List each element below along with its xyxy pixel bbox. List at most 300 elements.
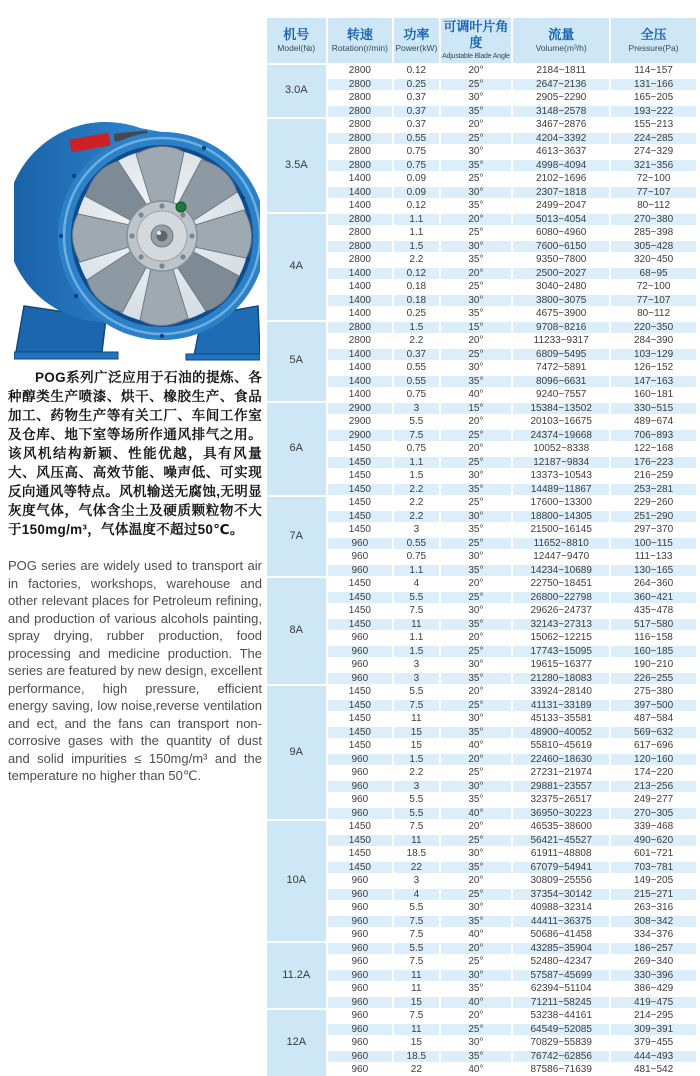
power-cell: 7.5 — [394, 916, 438, 928]
pressure-cell: 103~129 — [611, 349, 696, 361]
table-row — [267, 160, 696, 172]
power-cell: 18.5 — [394, 1051, 438, 1063]
table-row — [267, 794, 696, 806]
pressure-cell: 80~112 — [611, 308, 696, 320]
pressure-cell: 77~107 — [611, 187, 696, 199]
rotation-cell: 1450 — [328, 700, 393, 712]
power-cell: 1.5 — [394, 646, 438, 658]
rotation-cell: 2800 — [328, 133, 393, 145]
table-row — [267, 929, 696, 941]
power-cell: 3 — [394, 673, 438, 685]
rotation-cell: 960 — [328, 889, 393, 901]
header-blade-angle-cn: 可调叶片角度 — [443, 19, 509, 50]
rotation-cell: 1450 — [328, 511, 393, 523]
rotation-cell: 960 — [328, 1024, 393, 1036]
volume-cell: 70829~55839 — [513, 1037, 609, 1049]
header-rotation-cn: 转速 — [346, 27, 373, 42]
power-cell: 3 — [394, 403, 438, 415]
power-cell: 15 — [394, 997, 438, 1009]
pressure-cell: 216~259 — [611, 470, 696, 482]
volume-cell: 3148~2578 — [513, 106, 609, 118]
rotation-cell: 1400 — [328, 268, 393, 280]
angle-cell: 25° — [441, 281, 512, 293]
table-row — [267, 484, 696, 496]
angle-cell: 20° — [441, 686, 512, 698]
volume-cell: 7600~6150 — [513, 241, 609, 253]
power-cell: 1.1 — [394, 457, 438, 469]
volume-cell: 27231~21974 — [513, 767, 609, 779]
pressure-cell: 275~380 — [611, 686, 696, 698]
rotation-cell: 1450 — [328, 835, 393, 847]
table-row — [267, 524, 696, 536]
rotation-cell: 1400 — [328, 200, 393, 212]
power-cell: 2.2 — [394, 767, 438, 779]
header-blade-angle-en: Adjustable Blade Angle — [442, 53, 510, 60]
power-cell: 0.18 — [394, 281, 438, 293]
table-row — [267, 740, 696, 752]
power-cell: 7.5 — [394, 956, 438, 968]
table-row — [267, 848, 696, 860]
angle-cell: 35° — [441, 308, 512, 320]
power-cell: 3 — [394, 875, 438, 887]
angle-cell: 25° — [441, 430, 512, 442]
pressure-cell: 490~620 — [611, 835, 696, 847]
pressure-cell: 297~370 — [611, 524, 696, 536]
rotation-cell: 1400 — [328, 376, 393, 388]
table-row — [267, 295, 696, 307]
angle-cell: 35° — [441, 673, 512, 685]
angle-cell: 30° — [441, 470, 512, 482]
angle-cell: 35° — [441, 727, 512, 739]
pressure-cell: 270~305 — [611, 808, 696, 820]
rotation-cell: 2800 — [328, 322, 393, 334]
table-row — [267, 497, 696, 509]
pressure-cell: 77~107 — [611, 295, 696, 307]
pressure-cell: 487~584 — [611, 713, 696, 725]
fan-hub — [127, 201, 197, 271]
table-row — [267, 727, 696, 739]
table-row — [267, 106, 696, 118]
table-row — [267, 578, 696, 590]
volume-cell: 5013~4054 — [513, 214, 609, 226]
fan-left-foot-flange — [14, 352, 118, 359]
pressure-cell: 68~95 — [611, 268, 696, 280]
table-row — [267, 619, 696, 631]
volume-cell: 45133~35581 — [513, 713, 609, 725]
fan-grease-fitting — [176, 202, 186, 212]
table-row — [267, 1010, 696, 1022]
volume-cell: 6809~5495 — [513, 349, 609, 361]
pressure-cell: 397~500 — [611, 700, 696, 712]
pressure-cell: 706~893 — [611, 430, 696, 442]
rotation-cell: 960 — [328, 943, 393, 955]
power-cell: 0.25 — [394, 308, 438, 320]
pressure-cell: 320~450 — [611, 254, 696, 266]
pressure-cell: 360~421 — [611, 592, 696, 604]
table-row — [267, 146, 696, 158]
description-chinese: POG系列广泛应用于石油的提炼、各种醇类生产喷漆、烘干、橡胶生产、食品加工、药物生产等有关工厂、车间工作室及仓库、地下室等场所作通风排气之用。该风机结构新颖、性能优越，具有风量大、风压高、高效节能、噪声低、可实现反向通风等特点。风机输送无腐蚀,无明显灰度气体，气体含尘土及硬质颗粒物不大于150mg/m³，气体温度不超过50℃。 — [8, 370, 262, 537]
table-row — [267, 403, 696, 415]
power-cell: 15 — [394, 1037, 438, 1049]
table-row — [267, 781, 696, 793]
table-row — [267, 1051, 696, 1063]
rotation-cell: 960 — [328, 794, 393, 806]
pressure-cell: 264~360 — [611, 578, 696, 590]
volume-cell: 44411~36375 — [513, 916, 609, 928]
rotation-cell: 2800 — [328, 92, 393, 104]
table-row — [267, 686, 696, 698]
power-cell: 0.09 — [394, 173, 438, 185]
model-cell: 8A — [267, 578, 326, 684]
rotation-cell: 960 — [328, 997, 393, 1009]
table-row — [267, 1024, 696, 1036]
volume-cell: 43285~35904 — [513, 943, 609, 955]
volume-cell: 3467~2876 — [513, 119, 609, 131]
table-row — [267, 862, 696, 874]
volume-cell: 15062~12215 — [513, 632, 609, 644]
pressure-cell: 72~100 — [611, 281, 696, 293]
power-cell: 1.5 — [394, 241, 438, 253]
angle-cell: 30° — [441, 92, 512, 104]
pressure-cell: 220~350 — [611, 322, 696, 334]
angle-cell: 25° — [441, 700, 512, 712]
volume-cell: 50686~41458 — [513, 929, 609, 941]
volume-cell: 22750~18451 — [513, 578, 609, 590]
power-cell: 5.5 — [394, 943, 438, 955]
model-cell: 7A — [267, 497, 326, 576]
volume-cell: 12447~9470 — [513, 551, 609, 563]
rotation-cell: 2900 — [328, 416, 393, 428]
angle-cell: 40° — [441, 740, 512, 752]
power-cell: 7.5 — [394, 605, 438, 617]
power-cell: 4 — [394, 578, 438, 590]
header-power — [394, 18, 438, 63]
power-cell: 5.5 — [394, 592, 438, 604]
table-row — [267, 673, 696, 685]
rotation-cell: 1450 — [328, 443, 393, 455]
volume-cell: 21500~16145 — [513, 524, 609, 536]
axial-fan-image — [14, 110, 260, 362]
rotation-cell: 1400 — [328, 349, 393, 361]
table-row — [267, 646, 696, 658]
volume-cell: 18800~14305 — [513, 511, 609, 523]
rotation-cell: 960 — [328, 659, 393, 671]
table-row — [267, 943, 696, 955]
power-cell: 0.37 — [394, 106, 438, 118]
model-cell: 3.5A — [267, 119, 326, 212]
rotation-cell: 1400 — [328, 173, 393, 185]
rotation-cell: 960 — [328, 916, 393, 928]
header-pressure-cn: 全压 — [640, 27, 667, 42]
power-cell: 11 — [394, 1024, 438, 1036]
pressure-cell: 165~205 — [611, 92, 696, 104]
volume-cell: 33924~28140 — [513, 686, 609, 698]
table-row — [267, 79, 696, 91]
angle-cell: 25° — [441, 538, 512, 550]
volume-cell: 17600~13300 — [513, 497, 609, 509]
power-cell: 11 — [394, 713, 438, 725]
volume-cell: 32143~27313 — [513, 619, 609, 631]
angle-cell: 20° — [441, 65, 512, 77]
rotation-cell: 960 — [328, 970, 393, 982]
angle-cell: 35° — [441, 565, 512, 577]
rotation-cell: 960 — [328, 754, 393, 766]
pressure-cell: 126~152 — [611, 362, 696, 374]
table-row — [267, 362, 696, 374]
model-cell: 6A — [267, 403, 326, 496]
angle-cell: 25° — [441, 497, 512, 509]
table-row — [267, 416, 696, 428]
angle-cell: 20° — [441, 754, 512, 766]
rotation-cell: 960 — [328, 551, 393, 563]
power-cell: 0.55 — [394, 538, 438, 550]
power-cell: 7.5 — [394, 929, 438, 941]
angle-cell: 15° — [441, 403, 512, 415]
volume-cell: 37354~30142 — [513, 889, 609, 901]
pressure-cell: 130~165 — [611, 565, 696, 577]
rotation-cell: 2800 — [328, 65, 393, 77]
volume-cell: 19615~16377 — [513, 659, 609, 671]
power-cell: 1.5 — [394, 322, 438, 334]
volume-cell: 6080~4960 — [513, 227, 609, 239]
pressure-cell: 253~281 — [611, 484, 696, 496]
model-cell: 5A — [267, 322, 326, 401]
angle-cell: 35° — [441, 916, 512, 928]
volume-cell: 2499~2047 — [513, 200, 609, 212]
rotation-cell: 2800 — [328, 254, 393, 266]
power-cell: 0.75 — [394, 160, 438, 172]
angle-cell: 25° — [441, 79, 512, 91]
rotation-cell: 2800 — [328, 146, 393, 158]
volume-cell: 56421~45527 — [513, 835, 609, 847]
volume-cell: 7472~5891 — [513, 362, 609, 374]
table-row — [267, 430, 696, 442]
angle-cell: 25° — [441, 349, 512, 361]
angle-cell: 30° — [441, 551, 512, 563]
rotation-cell: 1450 — [328, 821, 393, 833]
pressure-cell: 149~205 — [611, 875, 696, 887]
angle-cell: 35° — [441, 160, 512, 172]
pressure-cell: 321~356 — [611, 160, 696, 172]
pressure-cell: 270~380 — [611, 214, 696, 226]
table-row — [267, 214, 696, 226]
pressure-cell: 214~295 — [611, 1010, 696, 1022]
header-model-cn: 机号 — [283, 27, 310, 42]
volume-cell: 29881~23557 — [513, 781, 609, 793]
power-cell: 5.5 — [394, 416, 438, 428]
header-blade-angle — [441, 18, 512, 63]
angle-cell: 30° — [441, 605, 512, 617]
pressure-cell: 330~396 — [611, 970, 696, 982]
pressure-cell: 120~160 — [611, 754, 696, 766]
volume-cell: 29626~24737 — [513, 605, 609, 617]
table-row — [267, 997, 696, 1009]
pressure-cell: 114~157 — [611, 65, 696, 77]
angle-cell: 20° — [441, 578, 512, 590]
angle-cell: 20° — [441, 335, 512, 347]
pressure-cell: 155~213 — [611, 119, 696, 131]
table-row — [267, 281, 696, 293]
table-row — [267, 308, 696, 320]
rotation-cell: 1450 — [328, 578, 393, 590]
spec-table-header-row — [267, 18, 696, 63]
power-cell: 0.18 — [394, 295, 438, 307]
header-volume-cn: 流量 — [548, 27, 575, 42]
angle-cell: 25° — [441, 227, 512, 239]
angle-cell: 30° — [441, 187, 512, 199]
table-row — [267, 808, 696, 820]
power-cell: 1.1 — [394, 214, 438, 226]
rotation-cell: 1450 — [328, 862, 393, 874]
power-cell: 11 — [394, 983, 438, 995]
power-cell: 1.1 — [394, 632, 438, 644]
volume-cell: 2102~1696 — [513, 173, 609, 185]
volume-cell: 2905~2290 — [513, 92, 609, 104]
rotation-cell: 1450 — [328, 470, 393, 482]
pressure-cell: 111~133 — [611, 551, 696, 563]
volume-cell: 40988~32314 — [513, 902, 609, 914]
table-row — [267, 605, 696, 617]
angle-cell: 30° — [441, 970, 512, 982]
angle-cell: 25° — [441, 1024, 512, 1036]
table-row — [267, 65, 696, 77]
rotation-cell: 1400 — [328, 308, 393, 320]
table-row — [267, 713, 696, 725]
angle-cell: 30° — [441, 781, 512, 793]
power-cell: 7.5 — [394, 821, 438, 833]
table-row — [267, 92, 696, 104]
rotation-cell: 960 — [328, 781, 393, 793]
volume-cell: 22460~18630 — [513, 754, 609, 766]
rotation-cell: 2800 — [328, 214, 393, 226]
table-row — [267, 187, 696, 199]
rotation-cell: 960 — [328, 646, 393, 658]
power-cell: 5.5 — [394, 686, 438, 698]
angle-cell: 30° — [441, 146, 512, 158]
angle-cell: 25° — [441, 835, 512, 847]
table-row — [267, 889, 696, 901]
volume-cell: 4613~3637 — [513, 146, 609, 158]
angle-cell: 35° — [441, 619, 512, 631]
pressure-cell: 215~271 — [611, 889, 696, 901]
angle-cell: 35° — [441, 983, 512, 995]
model-cell: 12A — [267, 1010, 326, 1076]
pressure-cell: 601~721 — [611, 848, 696, 860]
rotation-cell: 1450 — [328, 497, 393, 509]
power-cell: 7.5 — [394, 700, 438, 712]
angle-cell: 35° — [441, 524, 512, 536]
angle-cell: 35° — [441, 200, 512, 212]
power-cell: 0.37 — [394, 349, 438, 361]
volume-cell: 32375~26517 — [513, 794, 609, 806]
rotation-cell: 960 — [328, 1064, 393, 1076]
rotation-cell: 1450 — [328, 524, 393, 536]
power-cell: 7.5 — [394, 430, 438, 442]
volume-cell: 53238~44161 — [513, 1010, 609, 1022]
header-model-en: Model(№) — [277, 43, 316, 53]
spec-table-wrap — [265, 16, 698, 1076]
pressure-cell: 481~542 — [611, 1064, 696, 1076]
table-row — [267, 983, 696, 995]
volume-cell: 9708~8216 — [513, 322, 609, 334]
pressure-cell: 435~478 — [611, 605, 696, 617]
header-rotation — [328, 18, 393, 63]
table-row — [267, 835, 696, 847]
angle-cell: 35° — [441, 106, 512, 118]
table-row — [267, 133, 696, 145]
rotation-cell: 1400 — [328, 187, 393, 199]
table-row — [267, 902, 696, 914]
table-row — [267, 254, 696, 266]
angle-cell: 40° — [441, 929, 512, 941]
angle-cell: 40° — [441, 1064, 512, 1076]
rotation-cell: 2800 — [328, 227, 393, 239]
power-cell: 5.5 — [394, 794, 438, 806]
angle-cell: 15° — [441, 322, 512, 334]
table-row — [267, 268, 696, 280]
rotation-cell: 1450 — [328, 848, 393, 860]
table-row — [267, 632, 696, 644]
angle-cell: 20° — [441, 268, 512, 280]
volume-cell: 9350~7800 — [513, 254, 609, 266]
model-cell: 9A — [267, 686, 326, 819]
rotation-cell: 960 — [328, 767, 393, 779]
angle-cell: 20° — [441, 119, 512, 131]
pressure-cell: 285~398 — [611, 227, 696, 239]
power-cell: 0.55 — [394, 133, 438, 145]
angle-cell: 30° — [441, 902, 512, 914]
angle-cell: 25° — [441, 592, 512, 604]
table-row — [267, 659, 696, 671]
pressure-cell: 131~166 — [611, 79, 696, 91]
table-row — [267, 200, 696, 212]
power-cell: 1.5 — [394, 754, 438, 766]
volume-cell: 36950~30223 — [513, 808, 609, 820]
rotation-cell: 2800 — [328, 79, 393, 91]
volume-cell: 4204~3392 — [513, 133, 609, 145]
volume-cell: 11652~8810 — [513, 538, 609, 550]
angle-cell: 25° — [441, 173, 512, 185]
header-power-en: Power(kW) — [395, 43, 438, 53]
angle-cell: 40° — [441, 997, 512, 1009]
rotation-cell: 2900 — [328, 403, 393, 415]
power-cell: 15 — [394, 727, 438, 739]
angle-cell: 20° — [441, 443, 512, 455]
table-row — [267, 335, 696, 347]
volume-cell: 87586~71639 — [513, 1064, 609, 1076]
table-row — [267, 322, 696, 334]
power-cell: 15 — [394, 740, 438, 752]
angle-cell: 25° — [441, 457, 512, 469]
angle-cell: 20° — [441, 821, 512, 833]
pressure-cell: 186~257 — [611, 943, 696, 955]
power-cell: 0.37 — [394, 119, 438, 131]
power-cell: 0.12 — [394, 268, 438, 280]
rotation-cell: 960 — [328, 538, 393, 550]
table-row — [267, 1064, 696, 1076]
model-cell: 11.2A — [267, 943, 326, 1009]
angle-cell: 20° — [441, 875, 512, 887]
pressure-cell: 386~429 — [611, 983, 696, 995]
volume-cell: 3800~3075 — [513, 295, 609, 307]
angle-cell: 35° — [441, 862, 512, 874]
rotation-cell: 1400 — [328, 295, 393, 307]
angle-cell: 35° — [441, 376, 512, 388]
header-rotation-en: Rotation(r/min) — [331, 43, 388, 53]
pressure-cell: 617~696 — [611, 740, 696, 752]
pressure-cell: 334~376 — [611, 929, 696, 941]
pressure-cell: 176~223 — [611, 457, 696, 469]
